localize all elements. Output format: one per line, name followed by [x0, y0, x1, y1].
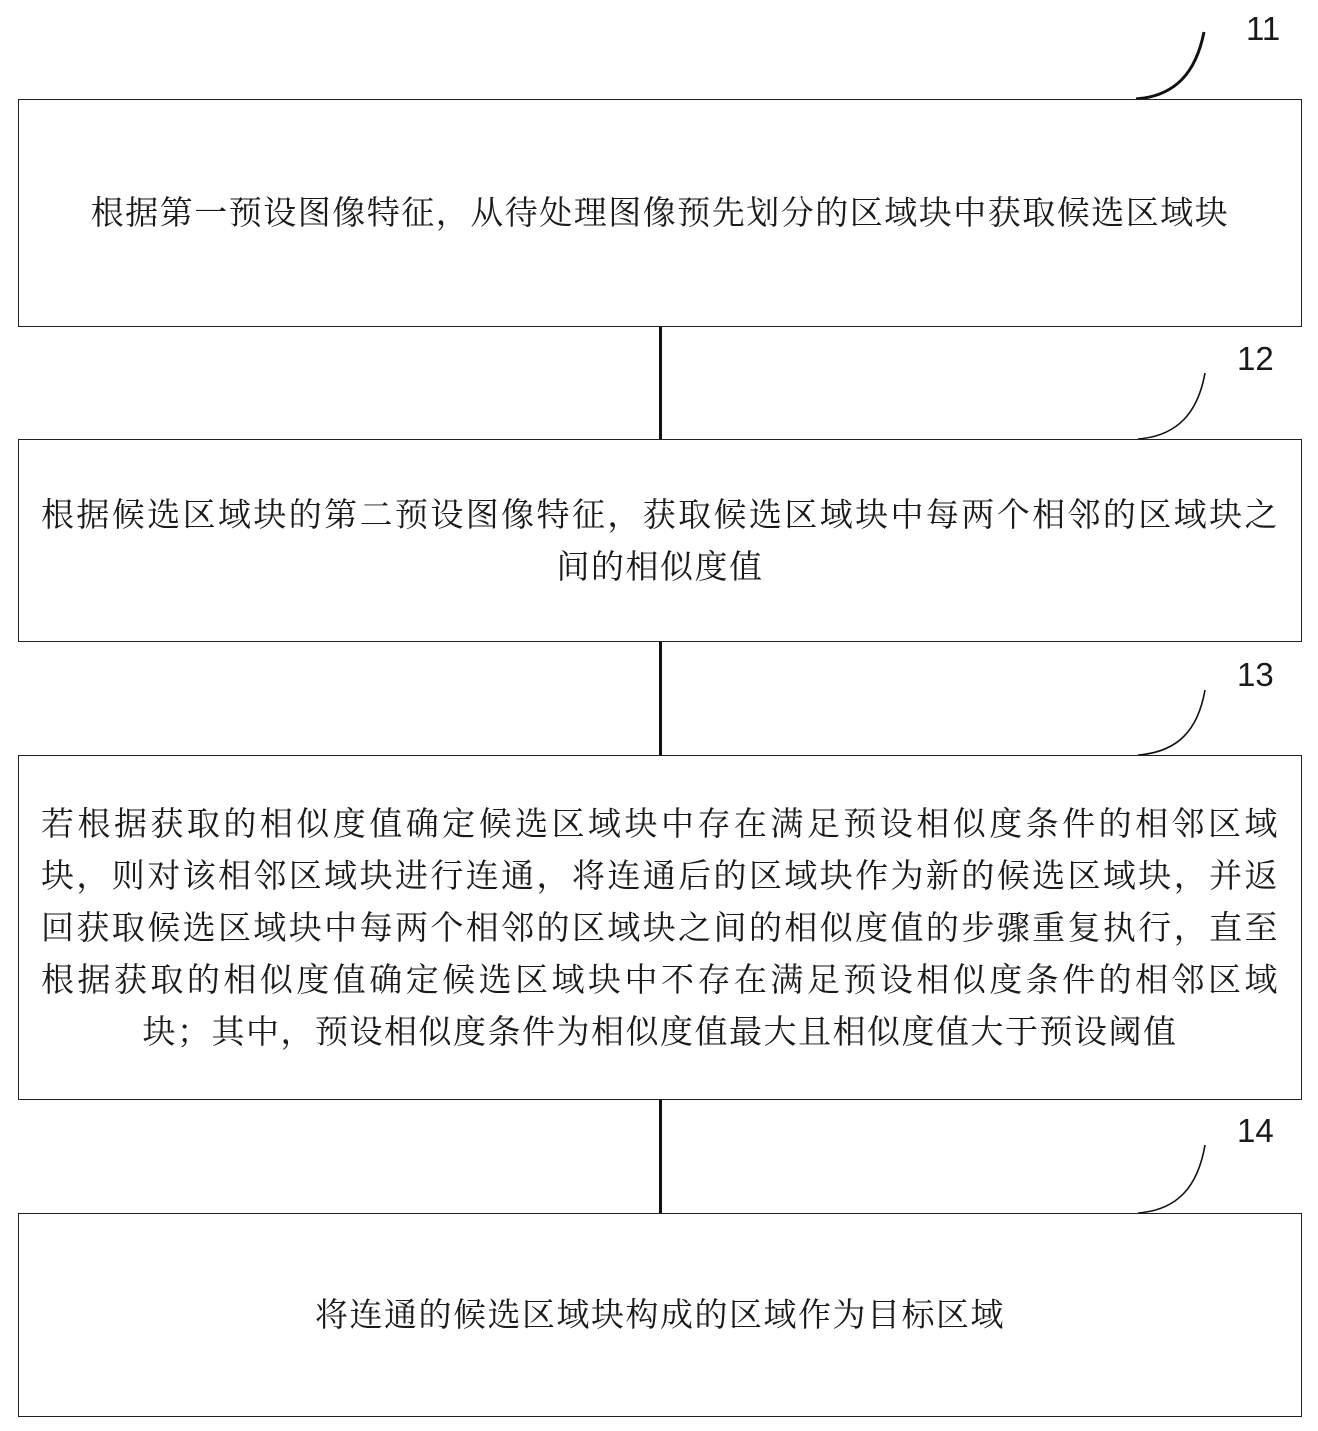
step-box-13	[18, 755, 1302, 1100]
connector-13-14	[659, 1100, 662, 1213]
step-text-13: 若根据获取的相似度值确定候选区域块中存在满足预设相似度条件的相邻区域块，则对该相邻区域块进行连通，将连通后的区域块作为新的候选区域块，并返回获取候选区域块中每两个相邻的区域块之间的相似度值的步骤重复执行，直至根据获取的相似度值确定候选区域块中不存在满足预设相似度条件的相邻区域块；其中，预设相似度条件为相似度值最大且相似度值大于预设阈值	[41, 803, 1279, 1051]
step-number-11: 11	[1246, 10, 1281, 47]
step-box-12	[18, 439, 1302, 642]
step-number-12: 12	[1237, 340, 1274, 377]
leader-line-12	[1138, 373, 1205, 439]
leader-line-11	[1136, 32, 1204, 99]
step-number-13: 13	[1237, 656, 1274, 693]
connector-12-13	[659, 642, 662, 755]
connector-11-12	[659, 327, 662, 439]
step-text-11: 根据第一预设图像特征，从待处理图像预先划分的区域块中获取候选区域块	[90, 193, 1230, 232]
step-text-12: 根据候选区域块的第二预设图像特征，获取候选区域块中每两个相邻的区域块之间的相似度值	[41, 494, 1279, 586]
step-number-14: 14	[1237, 1112, 1274, 1149]
step-box-11	[18, 99, 1302, 327]
leader-line-14	[1138, 1145, 1205, 1213]
step-box-14	[18, 1213, 1302, 1417]
step-text-14: 将连通的候选区域块构成的区域作为目标区域	[315, 1295, 1005, 1334]
leader-line-13	[1138, 690, 1205, 755]
